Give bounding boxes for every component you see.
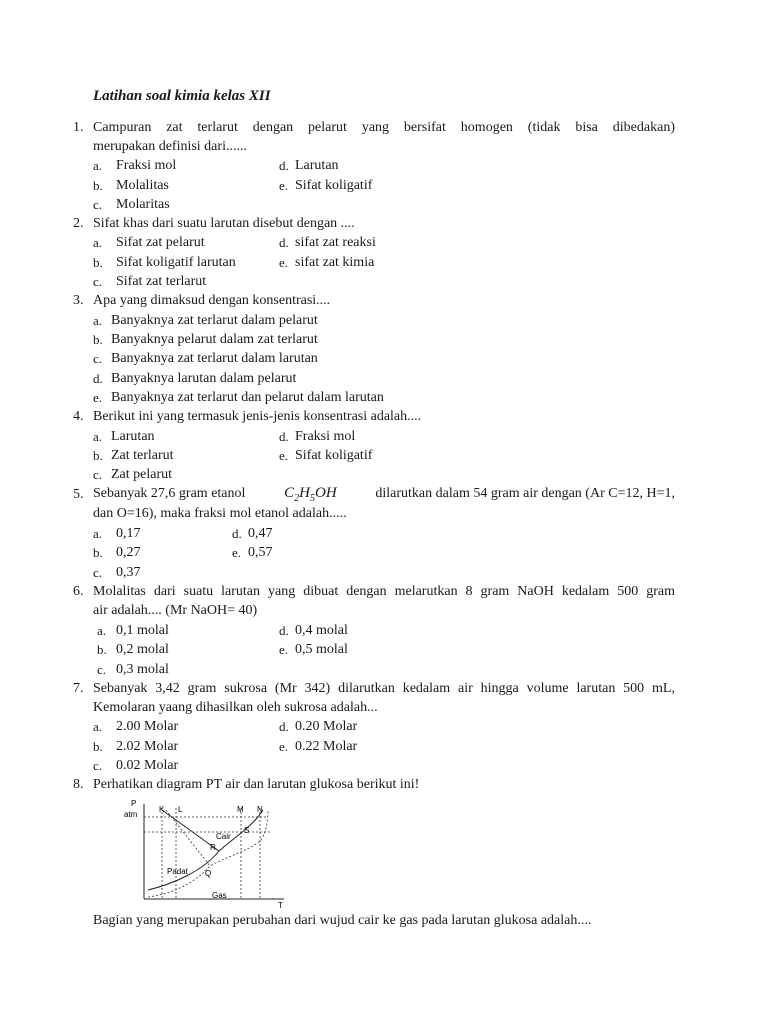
y-axis-label: P (131, 799, 137, 808)
option-letter: e. (279, 739, 289, 754)
option-text: 0,17 (116, 526, 141, 541)
x-axis-label: T (278, 901, 283, 910)
option-text: 2.02 Molar (116, 739, 179, 754)
point-k-label: K (159, 805, 165, 814)
option-letter: b. (93, 545, 103, 560)
option-text: Sifat koligatif (295, 448, 373, 463)
option-letter: c. (93, 565, 103, 580)
option-text: sifat zat kimia (295, 255, 375, 270)
option-text: Sifat zat pelarut (116, 235, 205, 250)
question-text: Sifat khas dari suatu larutan disebut dengan .... (93, 216, 355, 231)
pt-phase-diagram (118, 796, 293, 912)
option-letter: e. (279, 255, 289, 270)
option-text: Larutan (111, 429, 155, 444)
option-text: Sifat koligatif (295, 178, 373, 193)
option-letter: b. (97, 642, 107, 657)
y-axis-unit: atm (124, 810, 138, 819)
option-letter: e. (279, 448, 289, 463)
point-r-label: R (210, 843, 216, 852)
question-text-part: Sebanyak 27,6 gram etanol (93, 486, 246, 501)
option-text: 0,1 molal (116, 623, 169, 638)
point-n-label: N (257, 805, 263, 814)
option-letter: d. (232, 526, 242, 541)
option-text: Larutan (295, 158, 339, 173)
option-letter: b. (93, 178, 103, 193)
option-letter: a. (93, 235, 103, 250)
option-letter: c. (93, 197, 103, 212)
option-letter: e. (279, 642, 289, 657)
option-text: Fraksi mol (116, 158, 177, 173)
option-letter: a. (93, 429, 103, 444)
question-text: dan O=16), maka fraksi mol etanol adalah..... (93, 506, 347, 521)
option-letter: e. (279, 178, 289, 193)
point-s-label: S (244, 826, 250, 835)
option-text: 0,27 (116, 545, 141, 560)
region-cair-label: Cair (216, 832, 231, 841)
question-text: Campuran zat terlarut dengan pelarut yang bersifat homogen (tidak bisa dibedakan) (93, 120, 675, 135)
option-letter: a. (93, 313, 103, 328)
question-number: 7. (73, 681, 84, 696)
option-text: 2.00 Molar (116, 719, 179, 734)
option-text: Banyaknya zat terlarut dan pelarut dalam larutan (111, 390, 384, 405)
option-letter: a. (93, 158, 103, 173)
option-letter: c. (93, 758, 103, 773)
option-letter: d. (279, 429, 289, 444)
option-letter: e. (93, 390, 103, 405)
region-padat-label: Padat (167, 867, 188, 876)
question-number: 6. (73, 584, 84, 599)
option-text: 0,47 (248, 526, 273, 541)
option-text: 0,37 (116, 565, 141, 580)
option-text: 0,2 molal (116, 642, 169, 657)
question-text: Berikut ini yang termasuk jenis-jenis konsentrasi adalah.... (93, 409, 422, 424)
question-number: 2. (73, 216, 84, 231)
question-text: air adalah.... (Mr NaOH= 40) (93, 603, 258, 618)
option-text: 0,57 (248, 545, 273, 560)
option-text: Zat pelarut (111, 467, 173, 482)
option-text: 0.22 Molar (295, 739, 358, 754)
question-number: 5. (73, 487, 84, 502)
option-letter: a. (93, 526, 103, 541)
option-letter: a. (93, 719, 103, 734)
solution-vapor-curve (148, 810, 268, 897)
option-text: Sifat koligatif larutan (116, 255, 236, 270)
option-text: sifat zat reaksi (295, 235, 376, 250)
option-text: 0.20 Molar (295, 719, 358, 734)
question-text: merupakan definisi dari...... (93, 139, 247, 154)
option-letter: d. (279, 623, 289, 638)
question-number: 4. (73, 409, 84, 424)
option-letter: b. (93, 255, 103, 270)
option-letter: b. (93, 739, 103, 754)
question-text: Kemolaran yaang dihasilkan oleh sukrosa adalah... (93, 700, 378, 715)
option-letter: b. (93, 332, 103, 347)
region-gas-label: Gas (212, 891, 227, 900)
question-number: 3. (73, 293, 84, 308)
option-letter: c. (97, 662, 107, 677)
option-text: Molalitas (116, 178, 169, 193)
question-text: Apa yang dimaksud dengan konsentrasi.... (93, 293, 331, 308)
option-letter: c. (93, 351, 103, 366)
option-text: Molaritas (116, 197, 170, 212)
question-text: Molalitas dari suatu larutan yang dibuat dengan melarutkan 8 gram NaOH kedalam 500 gram (93, 584, 675, 599)
option-text: Banyaknya larutan dalam pelarut (111, 371, 297, 386)
question-text: Perhatikan diagram PT air dan larutan glukosa berikut ini! (93, 777, 420, 792)
option-text: Fraksi mol (295, 429, 356, 444)
option-text: 0.02 Molar (116, 758, 179, 773)
ethanol-formula: $C_2H_5OH$ (284, 485, 337, 504)
point-q-label: Q (205, 869, 212, 878)
page-title: Latihan soal kimia kelas XII (93, 88, 271, 104)
option-letter: c. (93, 274, 103, 289)
option-letter: e. (232, 545, 242, 560)
option-letter: d. (279, 158, 289, 173)
option-text: Zat terlarut (111, 448, 174, 463)
option-letter: d. (279, 235, 289, 250)
point-m-label: M (237, 805, 244, 814)
question-number: 8. (73, 777, 84, 792)
option-letter: b. (93, 448, 103, 463)
option-text: Sifat zat terlarut (116, 274, 207, 289)
option-text: Banyaknya zat terlarut dalam pelarut (111, 313, 318, 328)
option-letter: c. (93, 467, 103, 482)
option-text: 0,5 molal (295, 642, 348, 657)
option-letter: a. (97, 623, 107, 638)
option-text: Banyaknya pelarut dalam zat terlarut (111, 332, 318, 347)
option-text: 0,3 molal (116, 662, 169, 677)
option-letter: d. (93, 371, 103, 386)
option-text: 0,4 molal (295, 623, 348, 638)
question-number: 1. (73, 120, 84, 135)
question-text: Sebanyak 3,42 gram sukrosa (Mr 342) dilarutkan kedalam air hingga volume larutan 500 mL, (93, 681, 675, 696)
point-l-label: L (178, 805, 183, 814)
question-text: Bagian yang merupakan perubahan dari wujud cair ke gas pada larutan glukosa adalah.... (93, 913, 592, 928)
solution-melting-line (166, 810, 210, 866)
question-text-part: dilarutkan dalam 54 gram air dengan (Ar C=12, H=1, (375, 486, 675, 501)
option-letter: d. (279, 719, 289, 734)
option-text: Banyaknya zat terlarut dalam larutan (111, 351, 318, 366)
